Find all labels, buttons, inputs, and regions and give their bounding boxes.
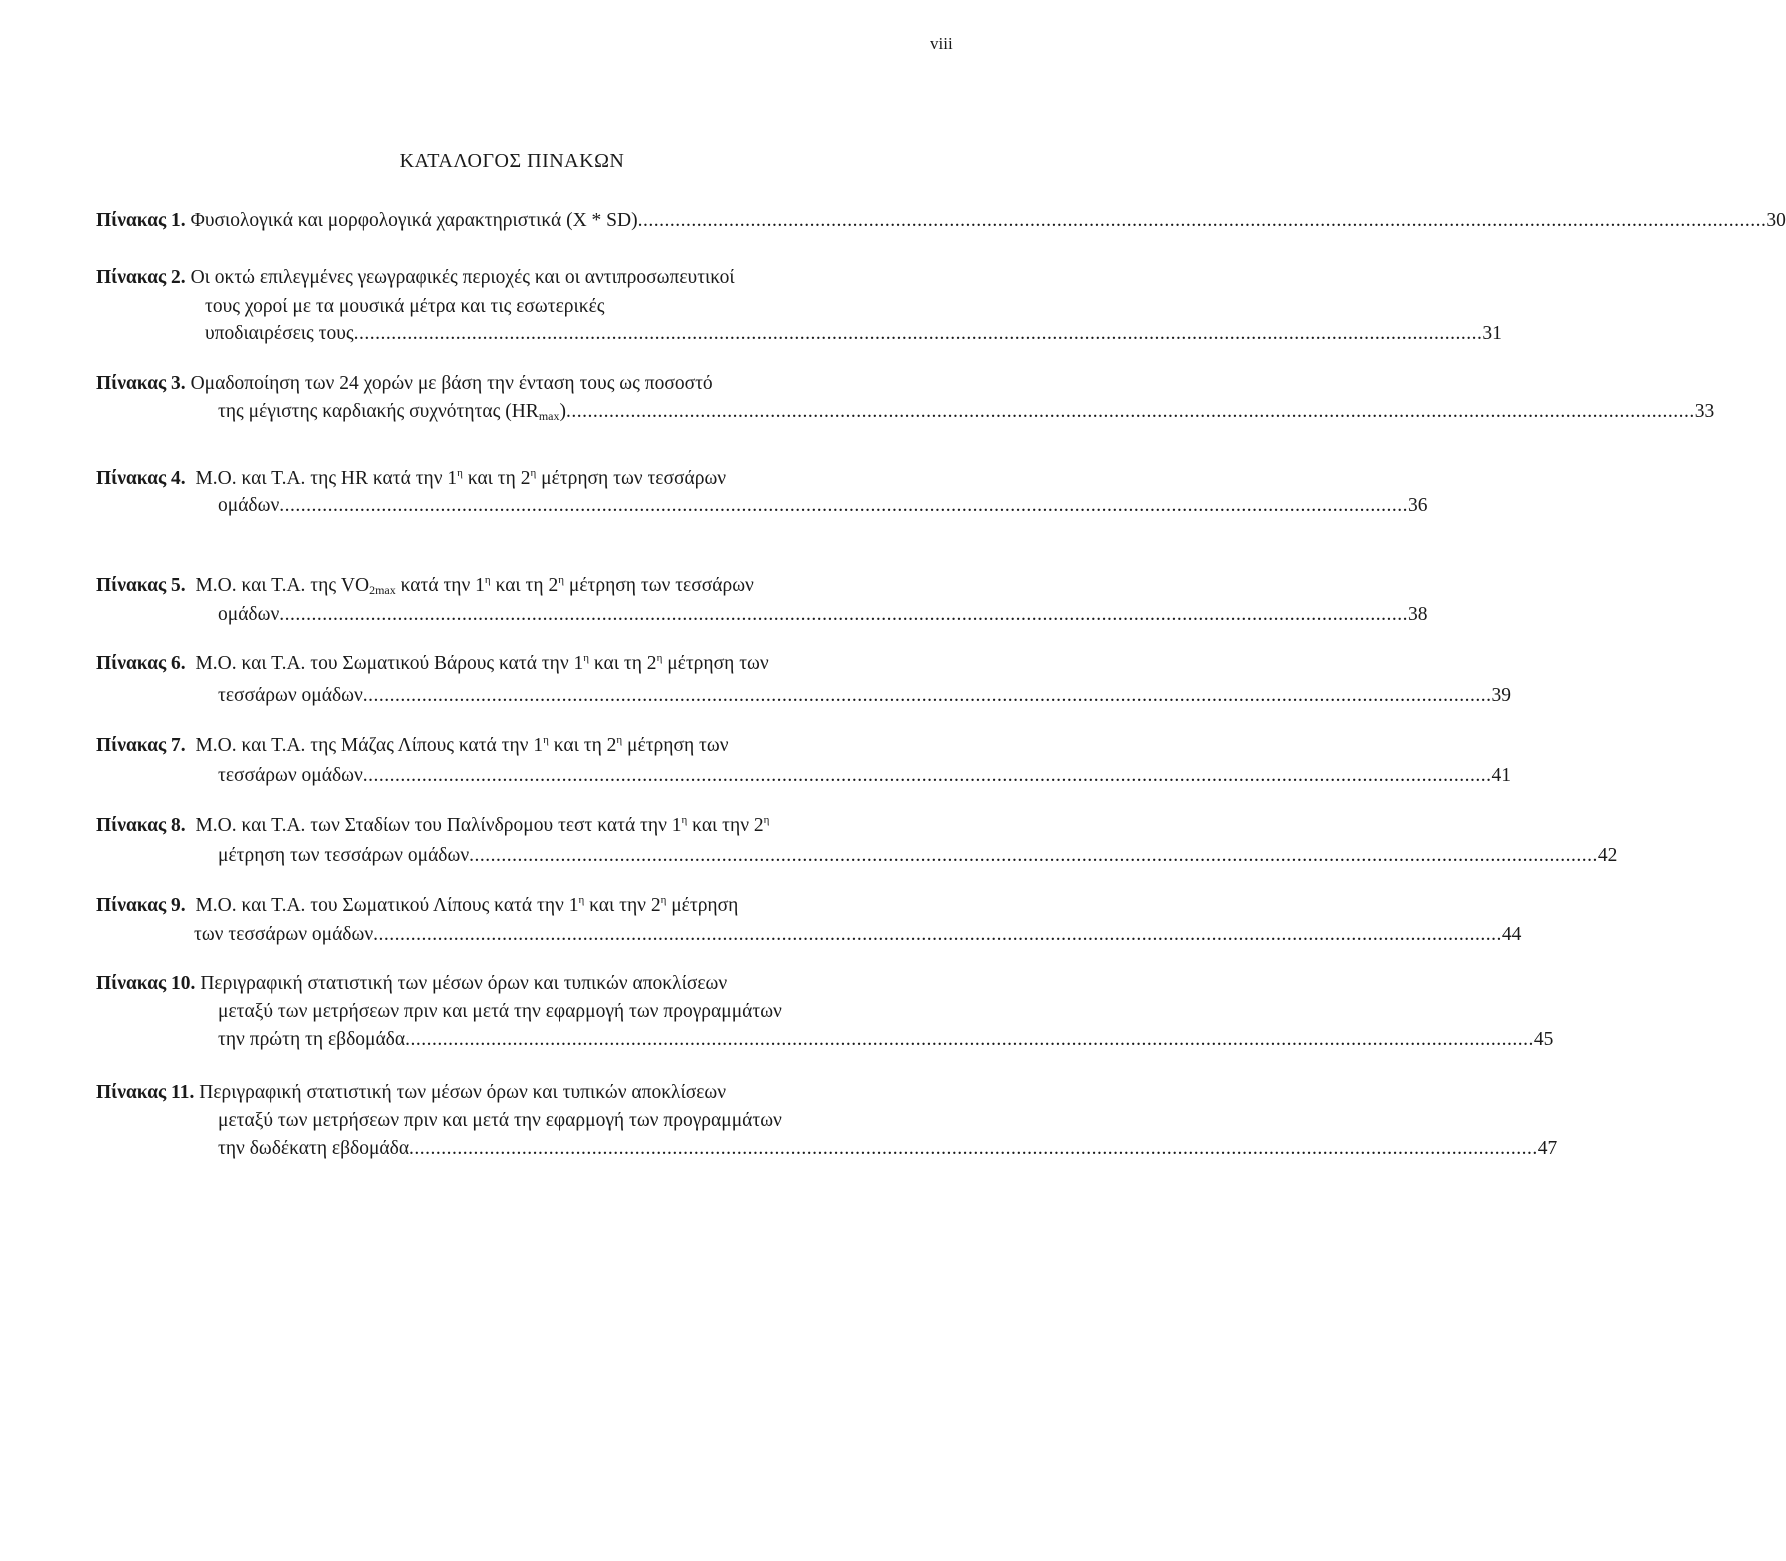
- entry-text: τους χοροί με τα μουσικά μέτρα και τις εσωτερικές: [205, 296, 605, 317]
- entry-label: Πίνακας 5.: [96, 575, 186, 596]
- entry-label: Πίνακας 10.: [96, 973, 196, 994]
- entry-text: την δωδέκατη εβδομάδα: [218, 1138, 410, 1159]
- entry-text: Περιγραφική στατιστική των μέσων όρων και τυπικών αποκλίσεων: [199, 1082, 727, 1103]
- entry-page: 44: [1501, 924, 1522, 945]
- entry-page: 41: [1491, 765, 1512, 786]
- entry-text: μεταξύ των μετρήσεων πριν και μετά την εφαρμογή των προγραμμάτων: [218, 1110, 782, 1131]
- entry-label: Πίνακας 1.: [96, 210, 186, 231]
- leader-dots: ..................................................................................................................................................................................................................: [353, 323, 1483, 344]
- leader-dots: ..................................................................................................................................................................................................................: [409, 1138, 1538, 1159]
- entry-label: Πίνακας 6.: [96, 653, 186, 674]
- entry-label: Πίνακας 9.: [96, 895, 186, 916]
- entry-text: μέτρηση των τεσσάρων ομάδων: [218, 845, 470, 866]
- entry-page: 47: [1537, 1138, 1558, 1159]
- entry-label: Πίνακας 8.: [96, 815, 186, 836]
- leader-dots: ..................................................................................................................................................................................................................: [279, 604, 1409, 625]
- leader-dots: ..................................................................................................................................................................................................................: [373, 924, 1502, 945]
- entry-text: Οι οκτώ επιλεγμένες γεωγραφικές περιοχές και οι αντιπροσωπευτικοί: [190, 267, 735, 288]
- leader-dots: ..................................................................................................................................................................................................................: [362, 765, 1492, 786]
- entry-text: Μ.Ο. και Τ.Α. του Σωματικού Βάρους κατά την $1^\eta$ και τη $2^\eta$ μέτρηση των: [195, 652, 769, 674]
- entry-label: Πίνακας 7.: [96, 735, 186, 756]
- entry-page: 38: [1408, 604, 1428, 625]
- entry-page: 33: [1694, 401, 1715, 422]
- entry-page: 42: [1597, 845, 1618, 866]
- page-number: viii: [930, 34, 953, 53]
- entry-text: Φυσιολογικά και μορφολογικά χαρακτηριστικά (X * SD): [190, 210, 638, 231]
- entry-text: Μ.Ο. και Τ.Α. του Σωματικού Λίπους κατά την $1^\eta$ και την $2^\eta$ μέτρηση: [195, 894, 739, 916]
- entry-text: υποδιαιρέσεις τους: [205, 323, 354, 344]
- entry-page: 45: [1533, 1029, 1554, 1050]
- entry-page: 36: [1408, 495, 1428, 516]
- entry-page: 30: [1766, 210, 1786, 231]
- entry-page: 31: [1482, 323, 1502, 344]
- leader-dots: ..................................................................................................................................................................................................................: [405, 1029, 1534, 1050]
- leader-dots: ..................................................................................................................................................................................................................: [565, 401, 1695, 422]
- entry-text: Μ.Ο. και Τ.Α. της Μάζας Λίπους κατά την $1^\eta$ και τη $2^\eta$ μέτρηση των: [195, 734, 729, 756]
- leader-dots: ..................................................................................................................................................................................................................: [637, 210, 1767, 231]
- entry-label: Πίνακας 11.: [96, 1082, 195, 1103]
- entry-text: Μ.Ο. και Τ.Α. των Σταδίων του Παλίνδρομου τεστ κατά την $1^\eta$ και την $2^\eta$: [195, 814, 770, 836]
- page-title: ΚΑΤΑΛΟΓΟΣ ΠΙΝΑΚΩΝ: [399, 150, 625, 172]
- entry-text: Περιγραφική στατιστική των μέσων όρων και τυπικών αποκλίσεων: [200, 973, 728, 994]
- entry-text: της μέγιστης καρδιακής συχνότητας $(HR_{max})$: [218, 401, 566, 423]
- entry-page: 39: [1491, 685, 1512, 706]
- entry-text: των τεσσάρων ομάδων: [194, 924, 374, 945]
- entry-label: Πίνακας 4.: [96, 468, 186, 489]
- entry-text: την πρώτη τη εβδομάδα: [218, 1029, 406, 1050]
- entry-text: Ομαδοποίηση των 24 χορών με βάση την ένταση τους ως ποσοστό: [190, 373, 713, 394]
- entry-text: ομάδων: [218, 495, 280, 516]
- entry-text: Μ.Ο. και Τ.Α. της $VO_{2max}$ κατά την $1^\eta$ και τη $2^\eta$ μέτρηση των τεσσάρων: [195, 574, 754, 597]
- entry-text: μεταξύ των μετρήσεων πριν και μετά την εφαρμογή των προγραμμάτων: [218, 1001, 782, 1022]
- entry-text: ομάδων: [218, 604, 280, 625]
- entry-label: Πίνακας 3.: [96, 373, 186, 394]
- entry-text: Μ.Ο. και Τ.Α. της HR κατά την $1^\eta$ και τη $2^\eta$ μέτρηση των τεσσάρων: [195, 467, 727, 489]
- entry-label: Πίνακας 2.: [96, 267, 186, 288]
- leader-dots: ..................................................................................................................................................................................................................: [469, 845, 1598, 866]
- leader-dots: ..................................................................................................................................................................................................................: [279, 495, 1409, 516]
- leader-dots: ..................................................................................................................................................................................................................: [362, 685, 1492, 706]
- entry-text: τεσσάρων ομάδων: [218, 685, 363, 706]
- entry-text: τεσσάρων ομάδων: [218, 765, 363, 786]
